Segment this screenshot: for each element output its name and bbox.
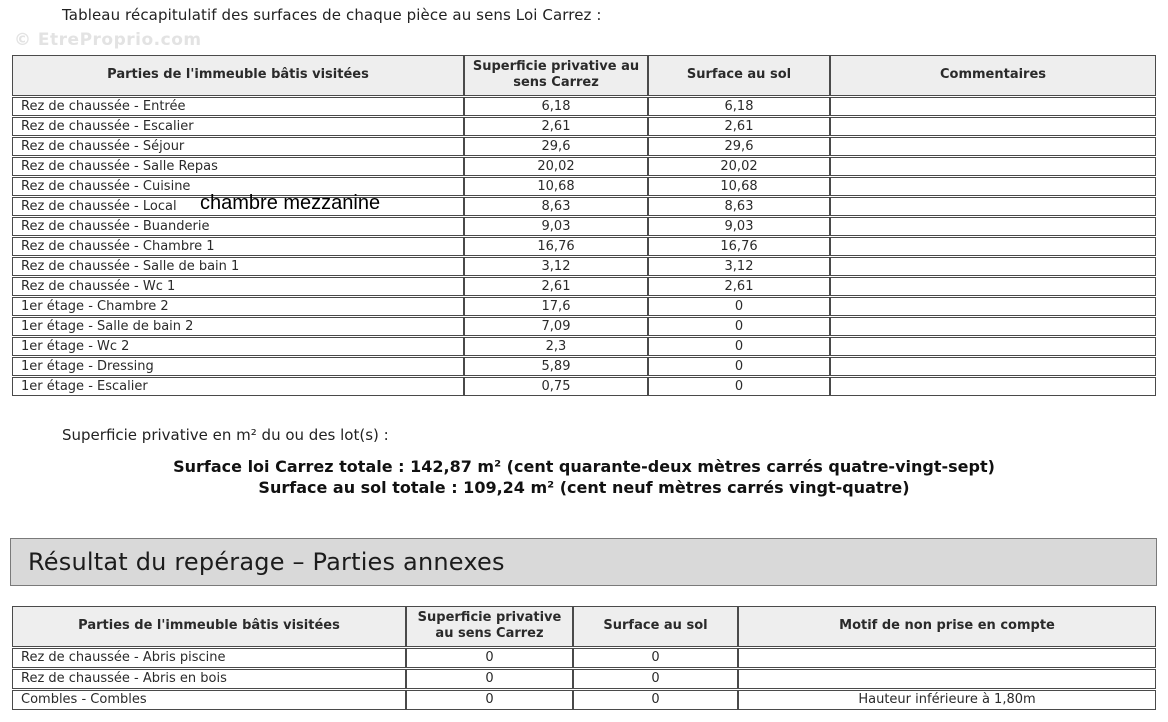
table-row [12,297,1156,316]
cell-commentaire [830,337,1156,356]
cell-motif [738,648,1156,668]
cell-sol: 16,76 [648,237,830,256]
cell-piece: Rez de chaussée - Buanderie [12,217,464,236]
cell-sol: 10,68 [648,177,830,196]
cell-carrez: 6,18 [464,97,648,116]
header-parties: Parties de l'immeuble bâtis visitées [12,606,406,647]
cell-commentaire [830,377,1156,396]
cell-piece: 1er étage - Wc 2 [12,337,464,356]
cell-piece: Rez de chaussée - Local [12,197,464,216]
cell-piece: Rez de chaussée - Salle Repas [12,157,464,176]
annex-section-title: Résultat du repérage – Parties annexes [28,548,505,576]
cell-commentaire [830,277,1156,296]
cell-carrez: 0 [406,648,573,668]
header-surface-sol: Surface au sol [573,606,738,647]
cell-carrez: 3,12 [464,257,648,276]
cell-carrez: 16,76 [464,237,648,256]
cell-sol: 8,63 [648,197,830,216]
handwritten-annotation: chambre mezzanine [200,192,381,214]
table-row [12,337,1156,356]
cell-sol: 0 [648,357,830,376]
cell-piece: Rez de chaussée - Chambre 1 [12,237,464,256]
cell-commentaire [830,357,1156,376]
cell-sol: 0 [573,669,738,689]
cell-sol: 0 [648,297,830,316]
table-row [12,177,1156,196]
cell-commentaire [830,297,1156,316]
header-commentaires: Commentaires [830,55,1156,96]
table-row [12,97,1156,116]
cell-carrez: 0,75 [464,377,648,396]
cell-commentaire [830,257,1156,276]
cell-carrez: 20,02 [464,157,648,176]
cell-piece: Rez de chaussée - Salle de bain 1 [12,257,464,276]
table-row [12,217,1156,236]
cell-carrez: 9,03 [464,217,648,236]
cell-commentaire [830,217,1156,236]
cell-sol: 29,6 [648,137,830,156]
cell-sol: 20,02 [648,157,830,176]
table-row [12,117,1156,136]
watermark-etreproprio: © EtreProprio.com [14,30,202,50]
cell-sol: 2,61 [648,117,830,136]
total-carrez-line: Surface loi Carrez totale : 142,87 m² (cent quarante-deux mètres carrés quatre-vingt-sept) [173,457,995,476]
cell-piece: Rez de chaussée - Abris en bois [12,669,406,689]
cell-piece: Rez de chaussée - Escalier [12,117,464,136]
cell-sol: 2,61 [648,277,830,296]
cell-carrez: 2,61 [464,117,648,136]
cell-sol: 0 [648,377,830,396]
cell-carrez: 5,89 [464,357,648,376]
cell-commentaire [830,197,1156,216]
header-motif: Motif de non prise en compte [738,606,1156,647]
table-row [12,237,1156,256]
cell-sol: 0 [648,337,830,356]
table-row [12,648,1156,668]
cell-motif [738,669,1156,689]
cell-sol: 9,03 [648,217,830,236]
table-row [12,690,1156,710]
table-header-row [12,606,1156,647]
cell-piece: Rez de chaussée - Cuisine [12,177,464,196]
cell-piece: 1er étage - Salle de bain 2 [12,317,464,336]
cell-sol: 0 [573,690,738,710]
cell-piece: Rez de chaussée - Entrée [12,97,464,116]
cell-carrez: 17,6 [464,297,648,316]
cell-piece: Rez de chaussée - Séjour [12,137,464,156]
page-title: Tableau récapitulatif des surfaces de chaque pièce au sens Loi Carrez : [62,6,602,24]
header-superficie-carrez: Superficie privative au sens Carrez [464,55,648,96]
cell-piece: 1er étage - Chambre 2 [12,297,464,316]
cell-piece: 1er étage - Escalier [12,377,464,396]
cell-carrez: 0 [406,669,573,689]
cell-carrez: 2,3 [464,337,648,356]
cell-sol: 6,18 [648,97,830,116]
cell-commentaire [830,117,1156,136]
table-row [12,357,1156,376]
header-parties: Parties de l'immeuble bâtis visitées [12,55,464,96]
cell-carrez: 29,6 [464,137,648,156]
carrez-surfaces-table [12,54,1156,397]
cell-carrez: 10,68 [464,177,648,196]
cell-carrez: 2,61 [464,277,648,296]
cell-commentaire [830,177,1156,196]
table-row [12,317,1156,336]
lots-intro-line: Superficie privative en m² du ou des lot(s) : [62,426,389,444]
cell-motif: Hauteur inférieure à 1,80m [738,690,1156,710]
cell-carrez: 7,09 [464,317,648,336]
cell-commentaire [830,317,1156,336]
header-superficie-carrez: Superficie privative au sens Carrez [406,606,573,647]
cell-commentaire [830,157,1156,176]
header-surface-sol: Surface au sol [648,55,830,96]
cell-piece: Combles - Combles [12,690,406,710]
table-row [12,377,1156,396]
cell-carrez: 8,63 [464,197,648,216]
cell-carrez: 0 [406,690,573,710]
cell-sol: 3,12 [648,257,830,276]
table-row [12,277,1156,296]
cell-commentaire [830,137,1156,156]
cell-sol: 0 [573,648,738,668]
table-header-row [12,55,1156,96]
cell-commentaire [830,237,1156,256]
annex-surfaces-table [12,605,1156,711]
table-row [12,197,1156,216]
cell-piece: Rez de chaussée - Wc 1 [12,277,464,296]
cell-sol: 0 [648,317,830,336]
table-row [12,669,1156,689]
table-row [12,137,1156,156]
cell-commentaire [830,97,1156,116]
cell-piece: 1er étage - Dressing [12,357,464,376]
total-sol-line: Surface au sol totale : 109,24 m² (cent neuf mètres carrés vingt-quatre) [258,478,910,497]
cell-piece: Rez de chaussée - Abris piscine [12,648,406,668]
table-row [12,257,1156,276]
annex-section-header [10,538,1157,586]
totals-block [0,456,1168,498]
table-row [12,157,1156,176]
